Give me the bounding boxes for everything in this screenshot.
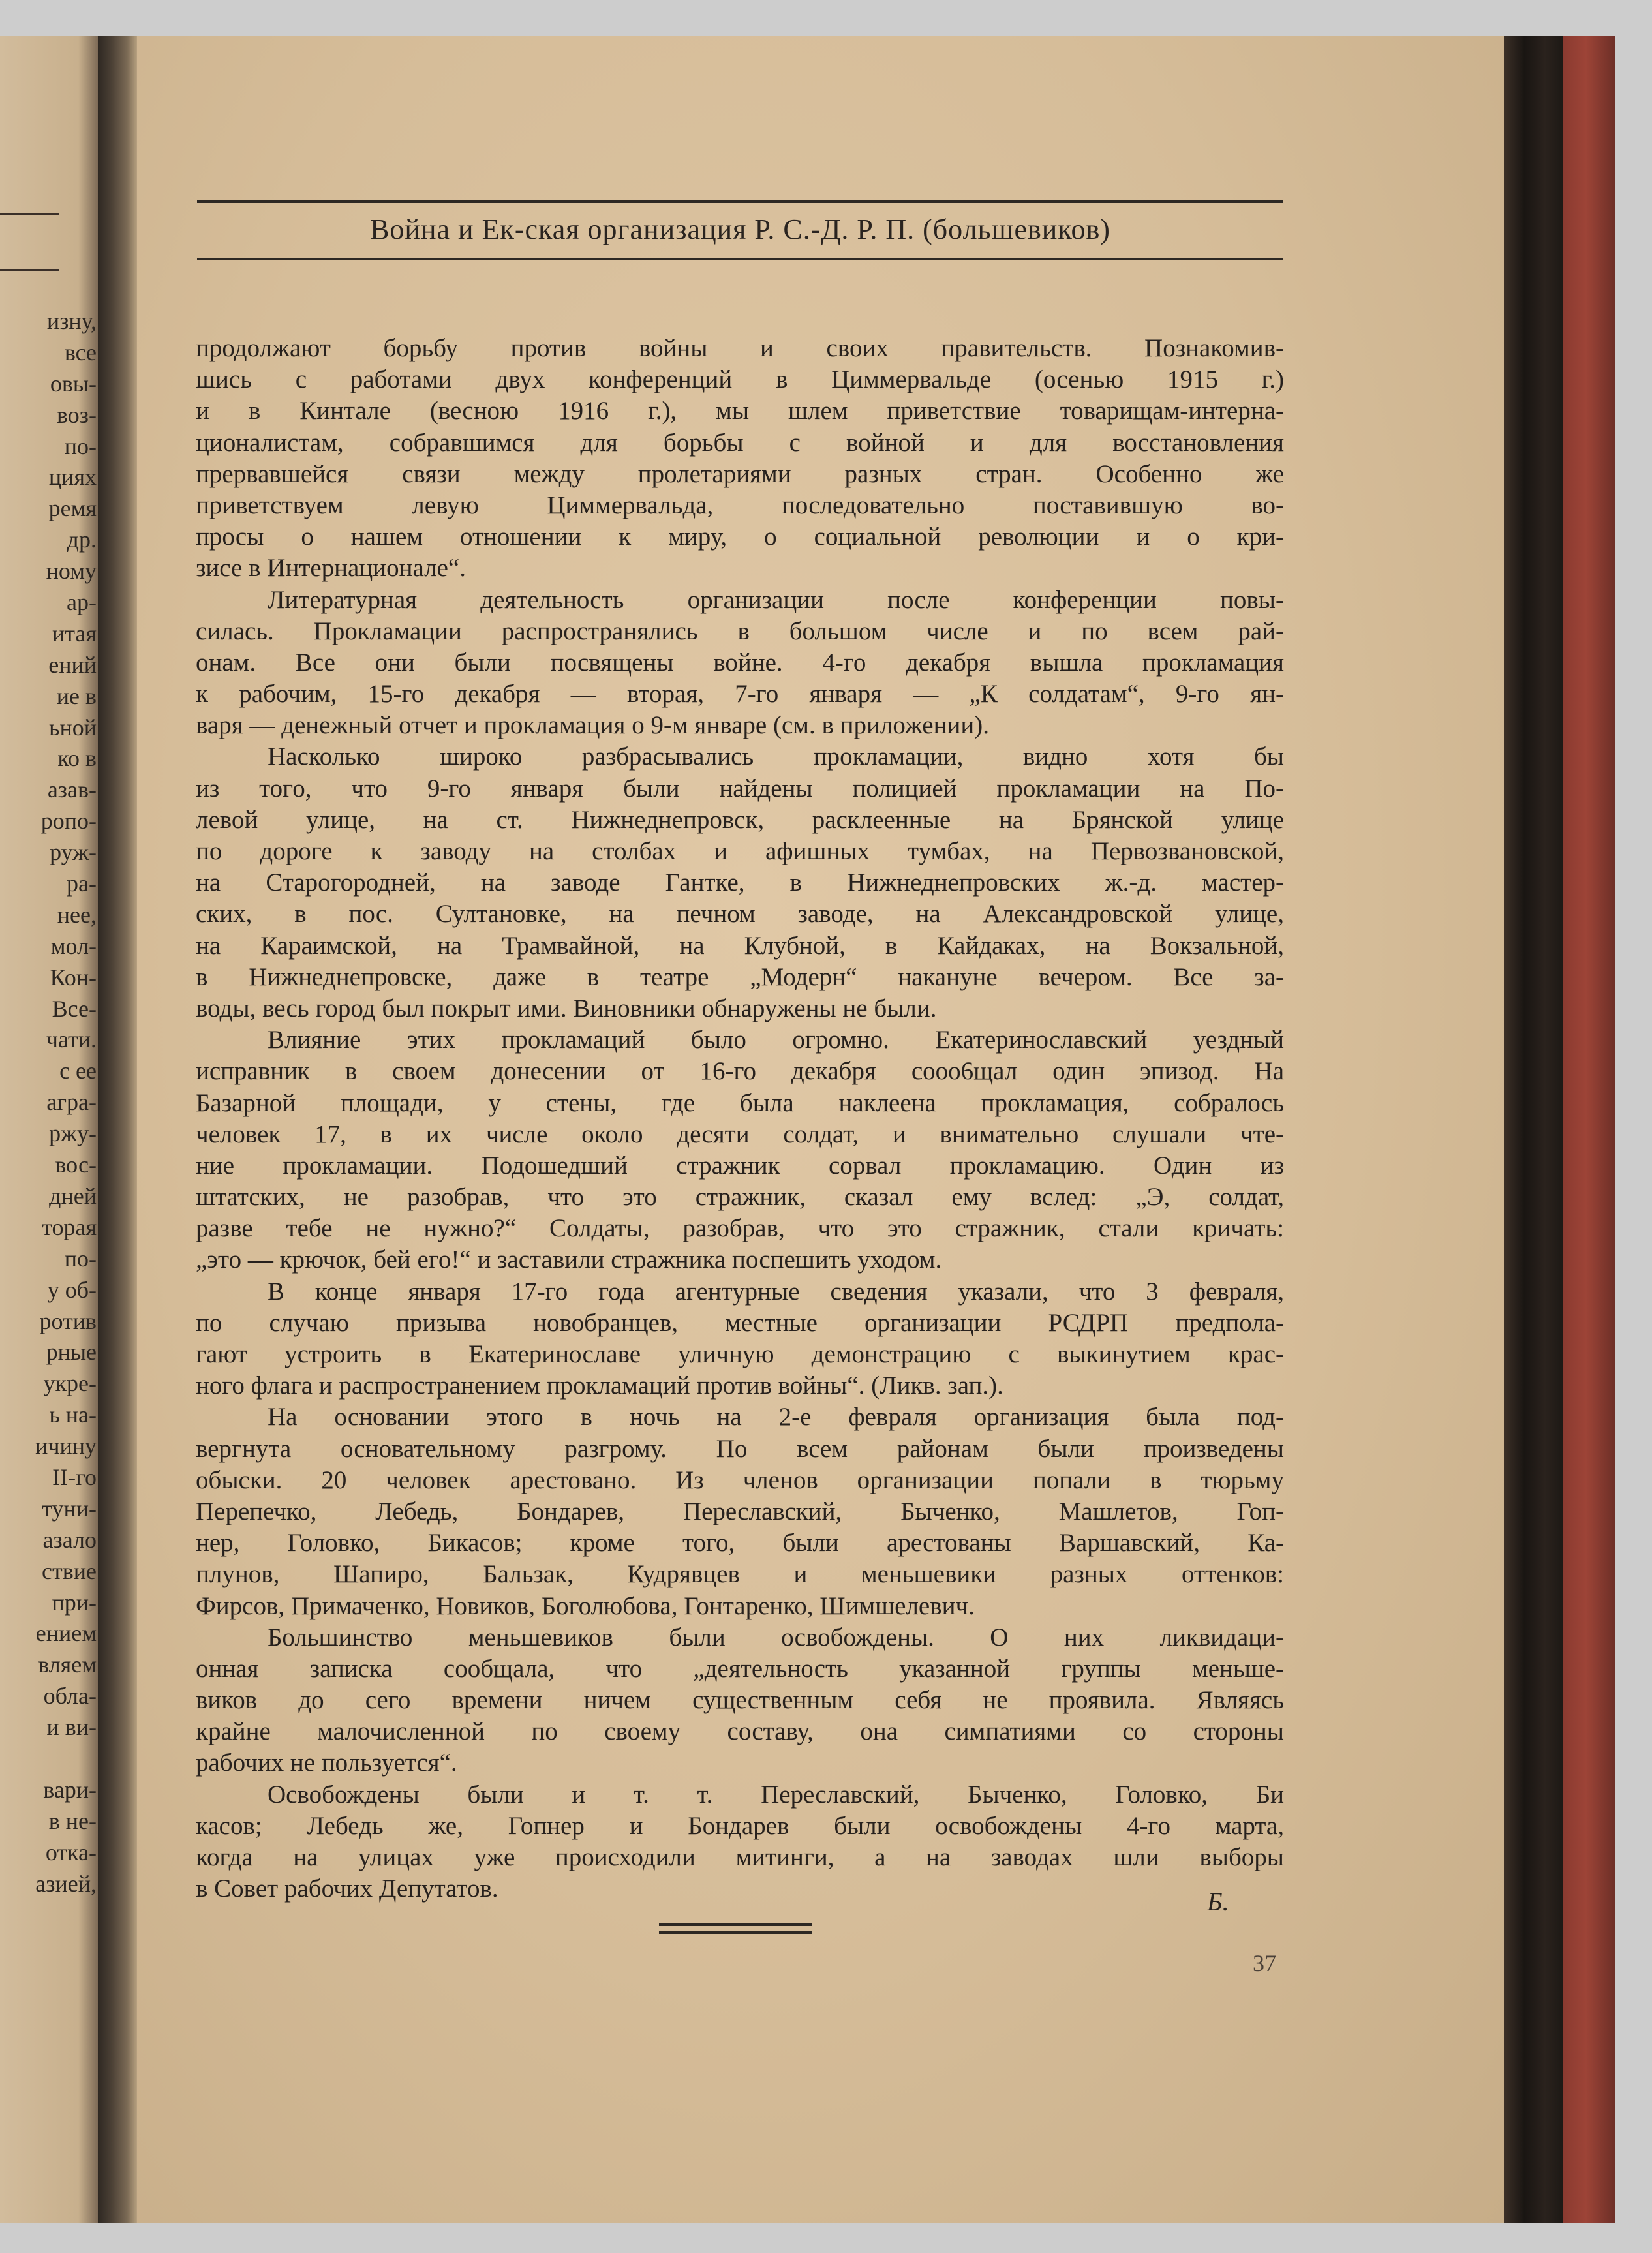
left-page-fragment: циях [48, 464, 97, 491]
left-page-fragment: торая [42, 1214, 97, 1240]
running-header: Война и Ек-ская организация Р. С.-Д. Р. П. (большевиков) [370, 213, 1110, 245]
left-page-fragment: Кон- [50, 964, 97, 990]
author-signature: Б. [1207, 1887, 1229, 1916]
header-rule-bottom [197, 258, 1283, 260]
left-page-fragment: по- [64, 1245, 97, 1272]
text-line: продолжают борьбу против войны и своих правительств. Познакомив- [196, 334, 1284, 362]
left-page-fragment: овы- [50, 370, 97, 397]
text-line: и в Кинтале (весною 1916 г.), мы шлем приветствие товарищам-интерна- [196, 397, 1284, 425]
article-body [196, 333, 1284, 1905]
text-line: вергнута основательному разгрому. По всем районам были произведены [196, 1434, 1284, 1463]
left-page-fragment: азией, [35, 1870, 97, 1897]
left-page-fragment: ржу- [49, 1120, 97, 1147]
text-line: просы о нашем отношении к миру, о социальной революции и о кри- [196, 523, 1284, 551]
text-line: зисе в Интернационале“. [196, 554, 466, 583]
text-line: по случаю призыва новобранцев, местные организации РСДРП предпола- [196, 1308, 1284, 1337]
text-line: левой улице, на ст. Нижнеднепровск, расклеенные на Брянской улице [196, 805, 1284, 834]
left-page-fragment: ьной [49, 714, 97, 741]
left-page-fragment [0, 1743, 97, 1775]
text-line: ских, в пос. Султановке, на печном заводе, на Александровской улице, [196, 900, 1284, 928]
book-gutter [98, 36, 137, 2223]
text-line: Перепечко, Лебедь, Бондарев, Переславский, Быченко, Машлетов, Гоп- [196, 1497, 1284, 1525]
left-page-fragment: и ви- [46, 1714, 97, 1741]
text-line: исправник в своем донесении от 16-го декабря сооо6щал один эпизод. На [196, 1057, 1284, 1086]
text-line: по дороге к заводу на столбах и афишных тумбах, на Первозвановской, [196, 837, 1284, 865]
text-line: виков до сего времени ничем существенным себя не проявила. Являясь [196, 1686, 1284, 1715]
left-page-fragment: ствие [42, 1557, 97, 1584]
left-page [0, 36, 98, 2223]
left-page-fragment: ротив [39, 1308, 97, 1334]
left-page-fragment: II-го [52, 1464, 97, 1490]
text-line: Освобождены были и т. т. Переславский, Быченко, Головко, Би [268, 1780, 1284, 1809]
left-page-fragment: у об- [47, 1276, 97, 1303]
text-line: плунов, Шапиро, Бальзак, Кудрявцев и меньшевики разных оттенков: [196, 1560, 1284, 1589]
text-line: человек 17, в их числе около десяти солдат, и внимательно слушали чте- [196, 1120, 1284, 1148]
text-line: приветствуем левую Циммервальда, последовательно поставившую во- [196, 491, 1284, 519]
left-page-fragment: ие в [56, 682, 97, 709]
left-page-fragment: вари- [43, 1776, 97, 1803]
text-line: гают устроить в Екатеринославе уличную демонстрацию с выкинутием крас- [196, 1340, 1284, 1368]
text-line: Насколько широко разбрасывались прокламации, видно хотя бы [268, 743, 1284, 771]
text-line: В конце января 17-го года агентурные сведения указали, что 3 февраля, [268, 1277, 1284, 1306]
left-page-fragment: др. [67, 527, 97, 553]
left-page-fragment: изну, [46, 308, 97, 334]
page-number: 37 [1253, 1950, 1276, 1976]
left-page-fragment: обла- [43, 1683, 97, 1709]
end-rule-top [659, 1923, 812, 1926]
text-line: онам. Все они были посвящены войне. 4-го декабря вышла прокламация [196, 648, 1284, 677]
left-page-fragment: нее, [57, 901, 97, 928]
left-page-text-fragments [0, 306, 97, 1899]
left-page-fragment: руж- [50, 839, 97, 866]
text-line: из того, что 9-го января были найдены полицией прокламации на По- [196, 774, 1284, 803]
text-line: на Старогородней, на заводе Гантке, в Нижнеднепровских ж.-д. мастер- [196, 868, 1284, 897]
end-rule-bottom [659, 1931, 812, 1934]
text-line: Большинство меньшевиков были освобождены. О них ликвидаци- [268, 1623, 1284, 1651]
text-line: „это — крючок, бей его!“ и заставили стражника поспешить уходом. [196, 1246, 942, 1274]
text-line: нер, Головко, Бикасов; кроме того, были арестованы Варшавский, Ка- [196, 1529, 1284, 1557]
header-rule-top [197, 200, 1283, 203]
left-page-fragment: ра- [67, 870, 97, 897]
left-page-fragment: по- [64, 433, 97, 459]
text-line: На основании этого в ночь на 2-е февраля организация была под- [268, 1403, 1284, 1432]
text-line: рабочих не пользуется“. [196, 1749, 457, 1777]
left-page-fragment: ений [48, 651, 97, 678]
left-page-fragment: итая [52, 620, 97, 647]
text-line: обыски. 20 человек арестовано. Из членов организации попали в тюрьму [196, 1465, 1284, 1494]
left-page-fragment: чати. [46, 1026, 97, 1053]
left-page-rule-bottom [0, 269, 59, 271]
left-page-fragment: мол- [50, 932, 97, 959]
left-page-fragment: вос- [55, 1152, 97, 1178]
text-line: онная записка сообщала, что „деятельность указанной группы меньше- [196, 1654, 1284, 1683]
left-page-fragment: рные [46, 1339, 97, 1366]
left-page-fragment: ремя [48, 495, 97, 522]
left-page-fragment: воз- [57, 401, 97, 428]
left-page-fragment: Все- [52, 995, 97, 1022]
text-line: крайне малочисленной по своему составу, она симпатиями со стороны [196, 1717, 1284, 1746]
text-line: на Караимской, на Трамвайной, на Клубной, в Кайдаках, на Вокзальной, [196, 931, 1284, 960]
left-page-fragment: в не- [48, 1807, 97, 1834]
text-line: варя — денежный отчет и прокламация о 9-м январе (см. в приложении). [196, 711, 989, 740]
left-page-fragment: все [64, 339, 97, 365]
text-line: силась. Прокламации распространялись в большом числе и по всем рай- [196, 617, 1284, 645]
text-line: к рабочим, 15-го декабря — вторая, 7-го января — „К солдатам“, 9-го ян- [196, 680, 1284, 709]
left-page-fragment: агра- [46, 1089, 97, 1116]
text-line: в Нижнеднепровске, даже в театре „Модерн“ накануне вечером. Все за- [196, 962, 1284, 991]
text-line: Базарной площади, у стены, где была наклеена прокламация, собралось [196, 1088, 1284, 1117]
left-page-fragment: ением [35, 1620, 97, 1647]
left-page-fragment: вляем [38, 1651, 97, 1678]
left-page-fragment: ар- [67, 589, 97, 616]
book-scan [0, 36, 1615, 2223]
text-line: Фирсов, Примаченко, Новиков, Боголюбова, Гонтаренко, Шимшелевич. [196, 1591, 975, 1620]
book-cover-edge [1563, 36, 1615, 2223]
left-page-fragment: укре- [43, 1370, 97, 1397]
left-page-fragment: дней [49, 1182, 97, 1209]
left-page-rule-top [0, 213, 59, 215]
left-page-fragment: ичину [35, 1433, 97, 1460]
text-line: шись с работами двух конференций в Циммервальде (осенью 1915 г.) [196, 365, 1284, 394]
left-page-fragment: ь на- [49, 1402, 97, 1428]
text-line: в Совет рабочих Депутатов. [196, 1875, 498, 1903]
text-line: когда на улицах уже происходили митинги, а на заводах шли выборы [196, 1843, 1284, 1871]
text-line: штатских, не разобрав, что это стражник, сказал ему вслед: „Э, солдат, [196, 1183, 1284, 1212]
left-page-fragment: с ее [59, 1058, 97, 1084]
text-line: Литературная деятельность организации после конференции повы- [268, 585, 1284, 614]
text-line: касов; Лебедь же, Гопнер и Бондарев были освобождены 4-го марта, [196, 1811, 1284, 1840]
left-page-fragment: отка- [45, 1839, 97, 1865]
left-page-fragment: азало [42, 1526, 97, 1553]
left-page-fragment: ропо- [40, 808, 97, 835]
text-line: прервавшейся связи между пролетариями разных стран. Особенно же [196, 459, 1284, 488]
page-block-edge [1504, 36, 1563, 2223]
left-page-fragment: при- [52, 1589, 97, 1616]
text-line: ние прокламации. Подошедший стражник сорвал прокламацию. Один из [196, 1151, 1284, 1180]
text-line: воды, весь город был покрыт ими. Виновники обнаружены не были. [196, 994, 937, 1022]
left-page-fragment: туни- [42, 1495, 97, 1522]
left-page-fragment: азав- [47, 776, 97, 803]
text-line: Влияние этих прокламаций было огромно. Екатеринославский уездный [268, 1026, 1284, 1054]
left-page-fragment: ко в [57, 745, 97, 772]
text-line: разве тебе не нужно?“ Солдаты, разобрав, что это стражник, стали кричать: [196, 1214, 1284, 1243]
text-line: ного флага и распространением прокламаций против войны“. (Ликв. зап.). [196, 1372, 1003, 1400]
text-line: ционалистам, собравшимся для борьбы с войной и для восстановления [196, 428, 1284, 457]
left-page-fragment: ному [46, 558, 97, 585]
